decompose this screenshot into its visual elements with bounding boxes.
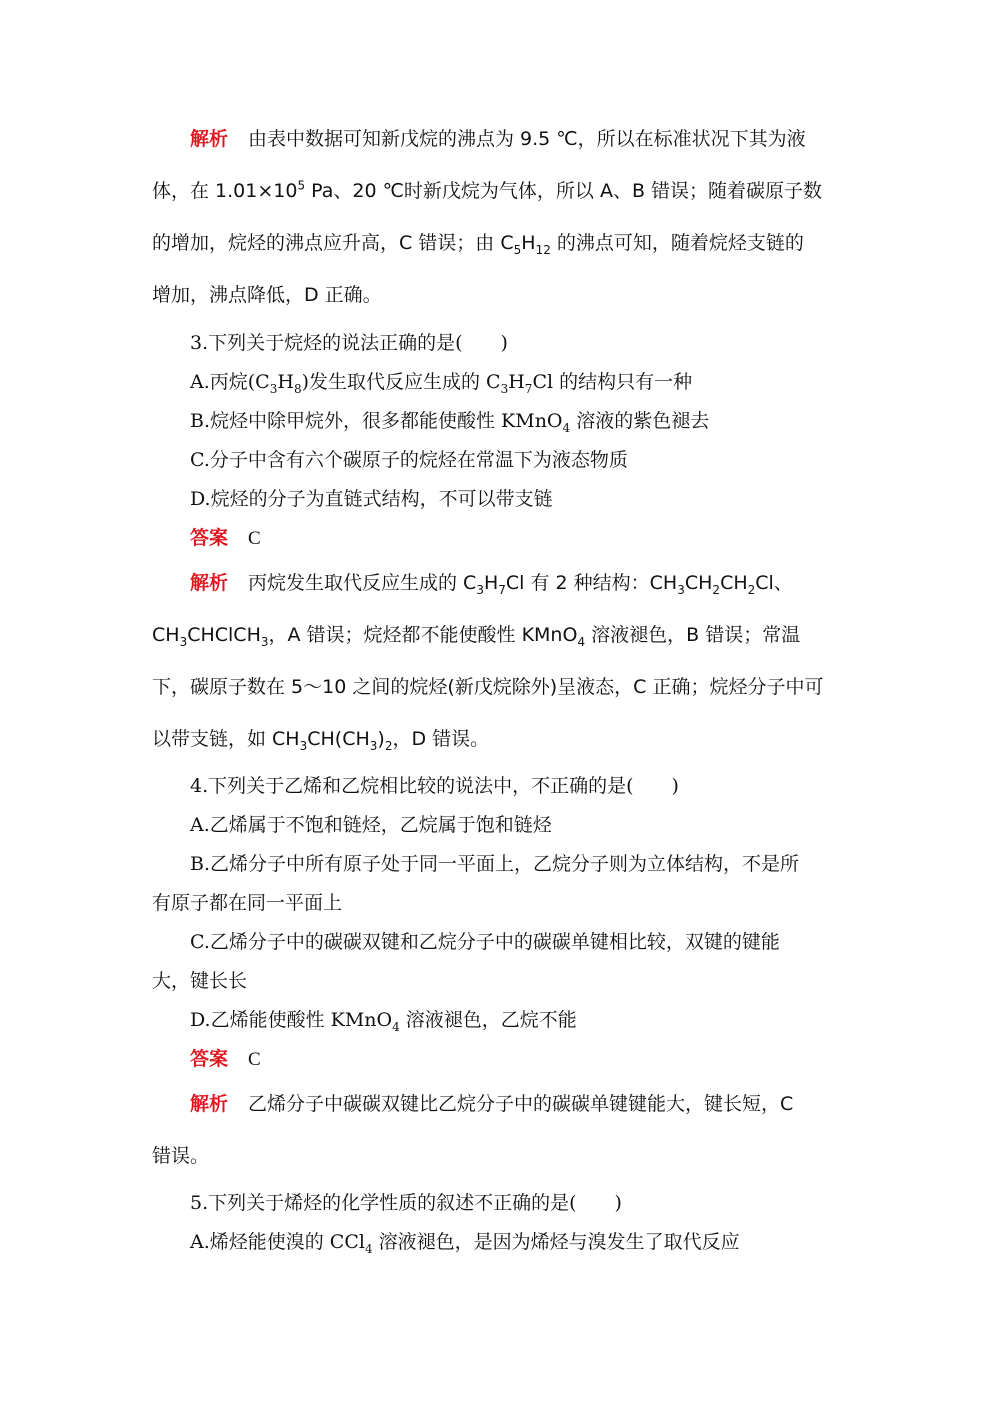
q4-option-b-line-1: B.乙烯分子中所有原子处于同一平面上，乙烷分子则为立体结构，不是所 <box>190 853 800 875</box>
q4-answer: 答案 C <box>190 1048 261 1070</box>
analysis-label: 解析 <box>190 1093 229 1115</box>
q3-stem: 3.下列关于烷烃的说法正确的是( ) <box>190 332 508 354</box>
q3-analysis-line-2: $CH_3CHClCH_3$，A 错误；烷烃都不能使酸性 KMnO$_4$ 溶液褪色，B 错误；常温 <box>152 624 801 649</box>
q4-option-b-line-2: 有原子都在同一平面上 <box>152 892 343 914</box>
q5-option-a: A.烯烃能使溴的 CCl$_4$ 溶液褪色，是因为烯烃与溴发生了取代反应 <box>190 1231 740 1256</box>
q3-analysis-line-1: 解析 丙烷发生取代反应生成的 $C_3H_7Cl$ 有 2 种结构：$CH_3CH_2CH_2Cl$、 <box>190 572 793 597</box>
q3-option-d: D.烷烃的分子为直链式结构，不可以带支链 <box>190 488 553 510</box>
q3-analysis-line-4: 以带支链，如 $CH_3CH(CH_3)_2$，D 错误。 <box>152 728 490 753</box>
answer-label: 答案 <box>190 527 229 549</box>
q3-analysis-line-3: 下，碳原子数在 5～10 之间的烷烃(新戊烷除外)呈液态，C 正确；烷烃分子中可 <box>152 676 824 698</box>
q3-answer: 答案 C <box>190 527 261 549</box>
q2-analysis-line-3: 的增加，烷烃的沸点应升高，C 错误；由 $C_5H_{12}$ 的沸点可知，随着烷烃支链的 <box>152 232 804 257</box>
q2-analysis-line-4: 增加，沸点降低，D 正确。 <box>152 284 382 306</box>
q4-option-c-line-2: 大，键长长 <box>152 970 248 992</box>
q4-option-d: D.乙烯能使酸性 KMnO$_4$ 溶液褪色，乙烷不能 <box>190 1009 577 1034</box>
q3-option-c: C.分子中含有六个碳原子的烷烃在常温下为液态物质 <box>190 449 628 471</box>
analysis-label: 解析 <box>190 128 229 150</box>
q4-option-a: A.乙烯属于不饱和链烃，乙烷属于饱和链烃 <box>190 814 552 836</box>
q4-option-c-line-1: C.乙烯分子中的碳碳双键和乙烷分子中的碳碳单键相比较，双键的键能 <box>190 931 780 953</box>
q4-analysis-line-2: 错误。 <box>152 1145 210 1167</box>
q3-option-a: A.丙烷$(C_3H_8)$发生取代反应生成的 $C_3H_7Cl$ 的结构只有一种 <box>190 371 693 396</box>
q3-option-b: B.烷烃中除甲烷外，很多都能使酸性 KMnO$_4$ 溶液的紫色褪去 <box>190 410 710 435</box>
q5-stem: 5.下列关于烯烃的化学性质的叙述不正确的是( ) <box>190 1192 622 1214</box>
analysis-label: 解析 <box>190 572 229 594</box>
q2-analysis-line-1: 解析 由表中数据可知新戊烷的沸点为 9.5 ℃，所以在标准状况下其为液 <box>190 128 806 150</box>
answer-label: 答案 <box>190 1048 229 1070</box>
q4-stem: 4.下列关于乙烯和乙烷相比较的说法中，不正确的是( ) <box>190 775 679 797</box>
q2-analysis-line-2: 体，在 $1.01\times 10^5$ Pa、20 ℃时新戊烷为气体，所以 A、B 错误；随着碳原子数 <box>152 178 823 202</box>
q4-analysis-line-1: 解析 乙烯分子中碳碳双键比乙烷分子中的碳碳单键键能大，键长短，C <box>190 1093 794 1115</box>
